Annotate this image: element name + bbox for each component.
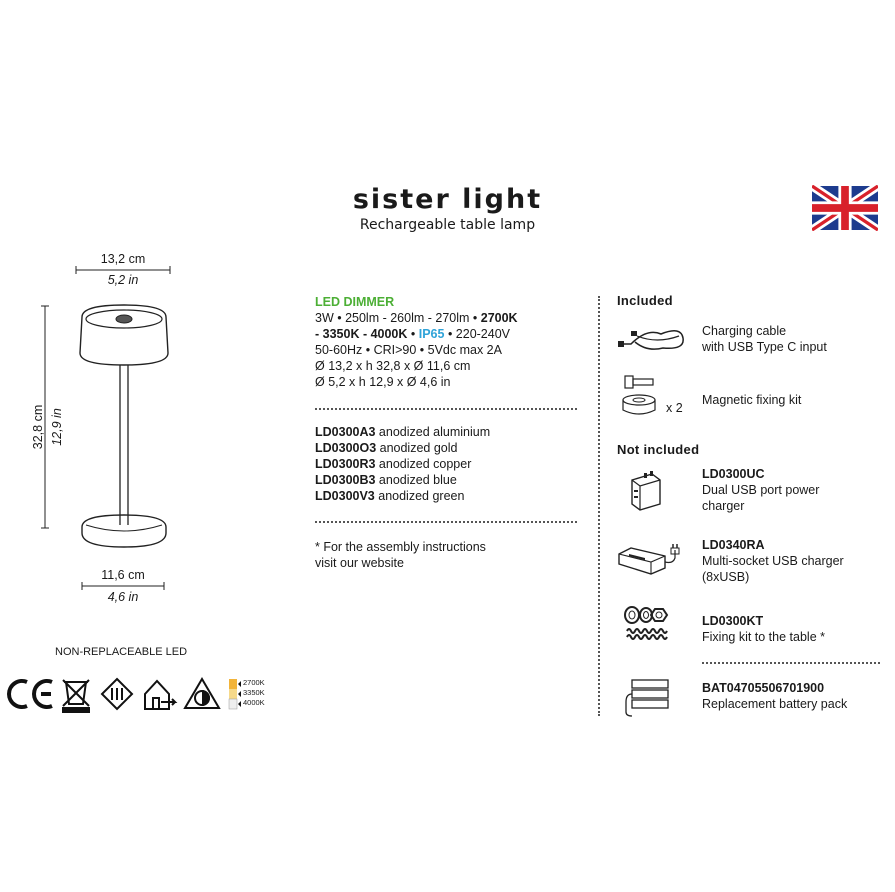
spec-line5: Ø 5,2 x h 12,9 x Ø 4,6 in bbox=[315, 375, 451, 389]
base-width-in: 4,6 in bbox=[107, 590, 139, 604]
included-item-cable bbox=[702, 323, 827, 355]
item-line2: with USB Type C input bbox=[702, 340, 827, 354]
class-iii-icon bbox=[102, 679, 132, 709]
variant-desc: anodized gold bbox=[376, 441, 458, 455]
lamp-drawing bbox=[74, 303, 174, 553]
item-line2: (8xUSB) bbox=[702, 570, 750, 584]
variant-code: LD0300A3 bbox=[315, 425, 376, 439]
item-line1: Charging cable bbox=[702, 324, 787, 338]
divider bbox=[315, 521, 577, 523]
page-title: sister light bbox=[352, 184, 543, 215]
certification-icons bbox=[5, 676, 277, 716]
color-temperature-labels bbox=[243, 678, 265, 708]
variant-code: LD0300V3 bbox=[315, 489, 375, 503]
assembly-note bbox=[315, 539, 595, 571]
divider bbox=[315, 408, 577, 410]
not-included-item-ra bbox=[702, 537, 844, 585]
variant-code: LD0300R3 bbox=[315, 457, 376, 471]
indoor-use-icon bbox=[145, 681, 175, 709]
not-included-item-kt bbox=[702, 613, 825, 645]
top-width-cm: 13,2 cm bbox=[100, 252, 146, 266]
assembly-line2: visit our website bbox=[315, 556, 404, 570]
ip65-badge: IP65 bbox=[418, 327, 445, 341]
item-line1: Multi-socket USB charger bbox=[702, 554, 844, 568]
uk-flag-icon bbox=[812, 185, 878, 231]
height-cm: 32,8 cm bbox=[31, 404, 45, 450]
item-line1: Replacement battery pack bbox=[702, 697, 848, 711]
variant-item bbox=[315, 488, 595, 504]
base-width-cm: 11,6 cm bbox=[101, 568, 145, 582]
divider bbox=[702, 662, 880, 664]
product-code: LD0340RA bbox=[702, 538, 765, 552]
magnetic-kit-icon bbox=[619, 372, 663, 418]
ce-mark-icon bbox=[9, 681, 52, 707]
table-fixing-kit-icon bbox=[623, 605, 673, 645]
charging-cable-icon bbox=[617, 322, 689, 354]
variant-item bbox=[315, 456, 595, 472]
kit-quantity: x 2 bbox=[666, 401, 683, 415]
variants-list bbox=[315, 424, 595, 504]
product-code: LD0300KT bbox=[702, 614, 764, 628]
included-heading: Included bbox=[617, 293, 673, 308]
not-included-item-battery bbox=[702, 680, 847, 712]
led-dimmer-heading: LED DIMMER bbox=[315, 295, 395, 309]
spec-line1: 3W • 250lm - 260lm - 270lm • bbox=[315, 311, 481, 325]
assembly-line1: * For the assembly instructions bbox=[315, 540, 486, 554]
item-line1: Fixing kit to the table * bbox=[702, 630, 825, 644]
power-charger-icon bbox=[626, 470, 666, 512]
item-line1: Dual USB port power bbox=[702, 483, 820, 497]
variant-code: LD0300B3 bbox=[315, 473, 376, 487]
variant-code: LD0300O3 bbox=[315, 441, 377, 455]
weee-bin-icon bbox=[63, 680, 89, 712]
variant-desc: anodized aluminium bbox=[375, 425, 491, 439]
not-included-item-uc bbox=[702, 466, 819, 514]
spec-line4: Ø 13,2 x h 32,8 x Ø 11,6 cm bbox=[315, 359, 471, 373]
item-line2: charger bbox=[702, 499, 745, 513]
variant-desc: anodized copper bbox=[375, 457, 472, 471]
product-code: LD0300UC bbox=[702, 467, 765, 481]
base-dimension-line bbox=[80, 582, 166, 590]
temp-3350: 3350K bbox=[243, 688, 265, 697]
battery-pack-icon bbox=[622, 678, 672, 718]
specs-block bbox=[315, 294, 595, 390]
product-code: BAT04705506701900 bbox=[702, 681, 825, 695]
variant-item bbox=[315, 424, 595, 440]
not-included-heading: Not included bbox=[617, 442, 700, 457]
spec-voltage: • 220-240V bbox=[444, 327, 511, 341]
temp-2700: 2700K bbox=[243, 678, 265, 687]
spec-temps: - 3350K - 4000K bbox=[315, 327, 408, 341]
variant-desc: anodized green bbox=[374, 489, 465, 503]
included-item-magnetic: Magnetic fixing kit bbox=[702, 393, 802, 407]
dimmer-icon bbox=[185, 679, 219, 708]
variant-item bbox=[315, 440, 595, 456]
non-replaceable-led-label: NON-REPLACEABLE LED bbox=[55, 646, 188, 658]
column-divider bbox=[598, 296, 600, 716]
spec-sep: • bbox=[407, 327, 419, 341]
multi-socket-charger-icon bbox=[615, 542, 687, 578]
variant-desc: anodized blue bbox=[375, 473, 457, 487]
top-width-in: 5,2 in bbox=[107, 273, 139, 287]
temp-4000: 4000K bbox=[243, 698, 265, 707]
spec-line3: 50-60Hz • CRI>90 • 5Vdc max 2A bbox=[315, 343, 502, 357]
spec-2700k: 2700K bbox=[480, 311, 518, 325]
page-subtitle: Rechargeable table lamp bbox=[359, 217, 536, 233]
color-temperature-icon bbox=[229, 679, 241, 709]
height-in: 12,9 in bbox=[50, 408, 64, 446]
variant-item bbox=[315, 472, 595, 488]
